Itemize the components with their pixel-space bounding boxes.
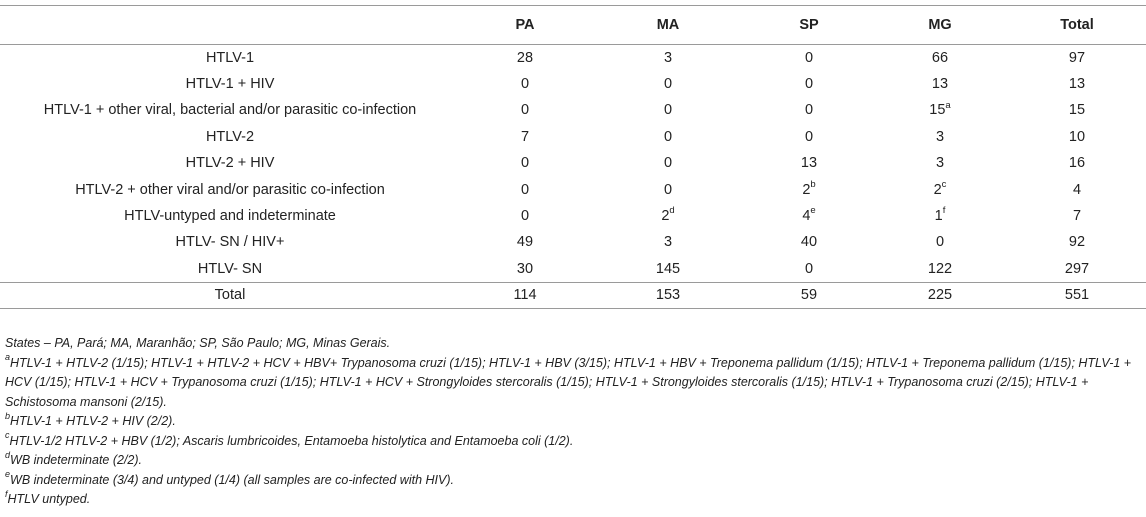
cell-value: 0 xyxy=(935,234,945,251)
cell-total xyxy=(1008,45,1146,71)
cell-total xyxy=(1008,256,1146,282)
footnote-marker: e xyxy=(810,205,816,217)
footnote-marker: e xyxy=(5,469,11,480)
cell-value: 13 xyxy=(800,155,818,172)
cell-value: 40 xyxy=(800,234,818,251)
cell-value: 0 xyxy=(663,155,673,172)
cell-ma xyxy=(590,97,746,123)
row-label: HTLV-1 + other viral, bacterial and/or parasitic co-infection xyxy=(43,102,417,119)
cell-mg xyxy=(872,176,1008,202)
cell-value: 0 xyxy=(804,102,814,119)
header-cell-blank xyxy=(0,6,460,45)
cell-ma xyxy=(590,176,746,202)
cell-mg xyxy=(872,45,1008,71)
table-row xyxy=(0,71,1146,97)
cell-value: 10 xyxy=(1068,128,1086,145)
cell-value: 4 xyxy=(1072,181,1082,198)
table-total-row xyxy=(0,282,1146,308)
cell-value: 59 xyxy=(800,287,818,304)
cell-sp xyxy=(746,150,872,176)
cell-value: 28 xyxy=(516,49,534,66)
cell-total xyxy=(1008,229,1146,255)
cell-value: 15 xyxy=(1068,102,1086,119)
row-label: Total xyxy=(214,287,246,304)
cell-mg xyxy=(872,97,1008,123)
cell-value: 225 xyxy=(927,287,953,304)
cell-mg xyxy=(872,229,1008,255)
cell-ma xyxy=(590,71,746,97)
cell-value: 0 xyxy=(663,128,673,145)
header-cell-sp: SP xyxy=(799,17,819,33)
row-label: HTLV-2 + HIV xyxy=(185,155,275,172)
table-body xyxy=(0,45,1146,309)
cell-pa xyxy=(460,150,590,176)
footnote-a xyxy=(5,354,1141,413)
cell-ma xyxy=(590,203,746,229)
cell-total xyxy=(1008,150,1146,176)
cell-value: 0 xyxy=(520,76,530,93)
cell-value: 0 xyxy=(520,181,530,198)
cell-value: 3 xyxy=(935,128,945,145)
footnote-marker: f xyxy=(942,205,946,217)
footnote-marker: b xyxy=(5,410,11,421)
cell-value: 0 xyxy=(520,208,530,225)
footnote-marker: d xyxy=(5,449,11,460)
cell-value: 3 xyxy=(663,49,673,66)
cell-value: 2 xyxy=(802,181,811,198)
table-header-row xyxy=(0,6,1146,45)
footnote-text: HTLV-1/2 HTLV-2 + HBV (1/2); Ascaris lumbricoides, Entamoeba histolytica and Entamoeba coli (1/2). xyxy=(9,433,574,448)
cell-value: 2 xyxy=(661,208,670,225)
table-row xyxy=(0,97,1146,123)
header-cell-ma: MA xyxy=(656,17,680,33)
cell-value: 15 xyxy=(929,102,946,119)
cell-mg xyxy=(872,124,1008,150)
footnote-e xyxy=(5,471,1141,491)
row-label: HTLV-1 xyxy=(205,49,255,66)
cell-value: 0 xyxy=(804,49,814,66)
cell-value: 0 xyxy=(804,76,814,93)
cell-sp xyxy=(746,229,872,255)
cell-sp xyxy=(746,256,872,282)
footnote-marker: a xyxy=(5,352,11,363)
table-row xyxy=(0,229,1146,255)
header-cell-mg: MG xyxy=(928,17,952,33)
footnote-marker: c xyxy=(941,178,947,190)
footnote-d xyxy=(5,451,1141,471)
cell-value: 153 xyxy=(655,287,681,304)
cell-mg xyxy=(872,71,1008,97)
row-label: HTLV- SN xyxy=(197,260,263,277)
row-label: HTLV- SN / HIV+ xyxy=(175,234,285,251)
cell-pa xyxy=(460,256,590,282)
cell-total xyxy=(1008,176,1146,202)
cell-sp xyxy=(746,45,872,71)
footnote-text: States – PA, Pará; MA, Maranhão; SP, São Paulo; MG, Minas Gerais. xyxy=(5,336,391,350)
cell-value: 97 xyxy=(1068,49,1086,66)
footnote-marker: d xyxy=(669,205,675,217)
row-label: HTLV-untyped and indeterminate xyxy=(124,208,336,225)
cell-value: 13 xyxy=(931,76,949,93)
cell-value: 0 xyxy=(520,155,530,172)
cell-pa xyxy=(460,176,590,202)
footnote-marker: b xyxy=(810,178,816,190)
cell-sp xyxy=(746,282,872,308)
cell-pa xyxy=(460,229,590,255)
cell-value: 0 xyxy=(520,102,530,119)
cell-value: 30 xyxy=(516,260,534,277)
cell-value: 1 xyxy=(934,208,943,225)
cell-value: 0 xyxy=(663,102,673,119)
table-footnotes xyxy=(5,334,1141,510)
cell-value: 3 xyxy=(663,234,673,251)
table-row xyxy=(0,150,1146,176)
header-cell-pa: PA xyxy=(515,17,535,33)
table-row xyxy=(0,203,1146,229)
row-label: HTLV-2 + other viral and/or parasitic co-infection xyxy=(75,181,385,198)
footnote-text: WB indeterminate (2/2). xyxy=(10,453,143,467)
cell-value: 0 xyxy=(663,181,673,198)
data-table xyxy=(0,5,1146,309)
cell-sp xyxy=(746,124,872,150)
cell-ma xyxy=(590,124,746,150)
header-cell-total: Total xyxy=(1060,17,1094,33)
cell-ma xyxy=(590,256,746,282)
cell-value: 114 xyxy=(513,287,537,304)
cell-total xyxy=(1008,97,1146,123)
cell-pa xyxy=(460,203,590,229)
footnote-marker: a xyxy=(945,99,951,111)
cell-ma xyxy=(590,150,746,176)
cell-value: 145 xyxy=(655,260,681,277)
cell-mg xyxy=(872,256,1008,282)
table-row xyxy=(0,256,1146,282)
cell-mg xyxy=(872,150,1008,176)
footnote-text: WB indeterminate (3/4) and untyped (1/4) (all samples are co-infected with HIV). xyxy=(10,472,454,487)
footnote-b xyxy=(5,412,1141,432)
footnote-text: HTLV-1 + HTLV-2 (1/15); HTLV-1 + HTLV-2 + HCV + HBV+ Trypanosoma cruzi (1/15); HTLV-1 + HBV (3/15); HTLV-1 + HBV + Treponema pallidum (1/15); HTLV-1 + Treponema pallidum (1/15); HTLV-1 + HCV (1/15); HTLV-1 + HCV + Trypanosoma cruzi (1/15); HTLV-1 + HCV + Strongyloides stercoralis (1/15); HTLV-1 + Strongyloides stercoralis (1/15); HTLV-1 + Trypanosoma cruzi (2/15); HTLV-1 + Schistosoma mansoni (2/15). xyxy=(5,355,1132,409)
cell-sp xyxy=(746,176,872,202)
cell-total xyxy=(1008,203,1146,229)
cell-value: 551 xyxy=(1064,287,1090,304)
cell-value: 2 xyxy=(933,181,942,198)
row-label: HTLV-1 + HIV xyxy=(185,76,275,93)
cell-total xyxy=(1008,124,1146,150)
footnote-states xyxy=(5,334,1141,354)
cell-value: 4 xyxy=(802,208,811,225)
cell-value: 0 xyxy=(663,76,673,93)
cell-value: 7 xyxy=(1072,208,1082,225)
footnote-marker: c xyxy=(5,430,10,441)
cell-value: 7 xyxy=(520,128,530,145)
footnote-text: HTLV untyped. xyxy=(7,492,91,506)
cell-value: 66 xyxy=(931,49,949,66)
row-label: HTLV-2 xyxy=(205,128,255,145)
table-row xyxy=(0,124,1146,150)
cell-value: 297 xyxy=(1064,260,1090,277)
cell-total xyxy=(1008,71,1146,97)
cell-pa xyxy=(460,282,590,308)
footnote-marker: f xyxy=(5,488,8,499)
cell-value: 92 xyxy=(1068,234,1086,251)
cell-value: 13 xyxy=(1068,76,1086,93)
cell-mg xyxy=(872,282,1008,308)
footnote-f xyxy=(5,490,1141,510)
cell-pa xyxy=(460,97,590,123)
cell-sp xyxy=(746,203,872,229)
cell-value: 0 xyxy=(804,260,814,277)
cell-value: 49 xyxy=(516,234,534,251)
cell-value: 0 xyxy=(804,128,814,145)
cell-sp xyxy=(746,97,872,123)
cell-pa xyxy=(460,124,590,150)
footnote-text: HTLV-1 + HTLV-2 + HIV (2/2). xyxy=(10,414,176,428)
cell-pa xyxy=(460,45,590,71)
table-row xyxy=(0,176,1146,202)
cell-ma xyxy=(590,229,746,255)
cell-ma xyxy=(590,45,746,71)
cell-sp xyxy=(746,71,872,97)
cell-value: 16 xyxy=(1068,155,1086,172)
cell-pa xyxy=(460,71,590,97)
table-row xyxy=(0,45,1146,71)
cell-ma xyxy=(590,282,746,308)
cell-mg xyxy=(872,203,1008,229)
cell-total xyxy=(1008,282,1146,308)
cell-value: 3 xyxy=(935,155,945,172)
footnote-c xyxy=(5,432,1141,452)
cell-value: 122 xyxy=(927,260,953,277)
